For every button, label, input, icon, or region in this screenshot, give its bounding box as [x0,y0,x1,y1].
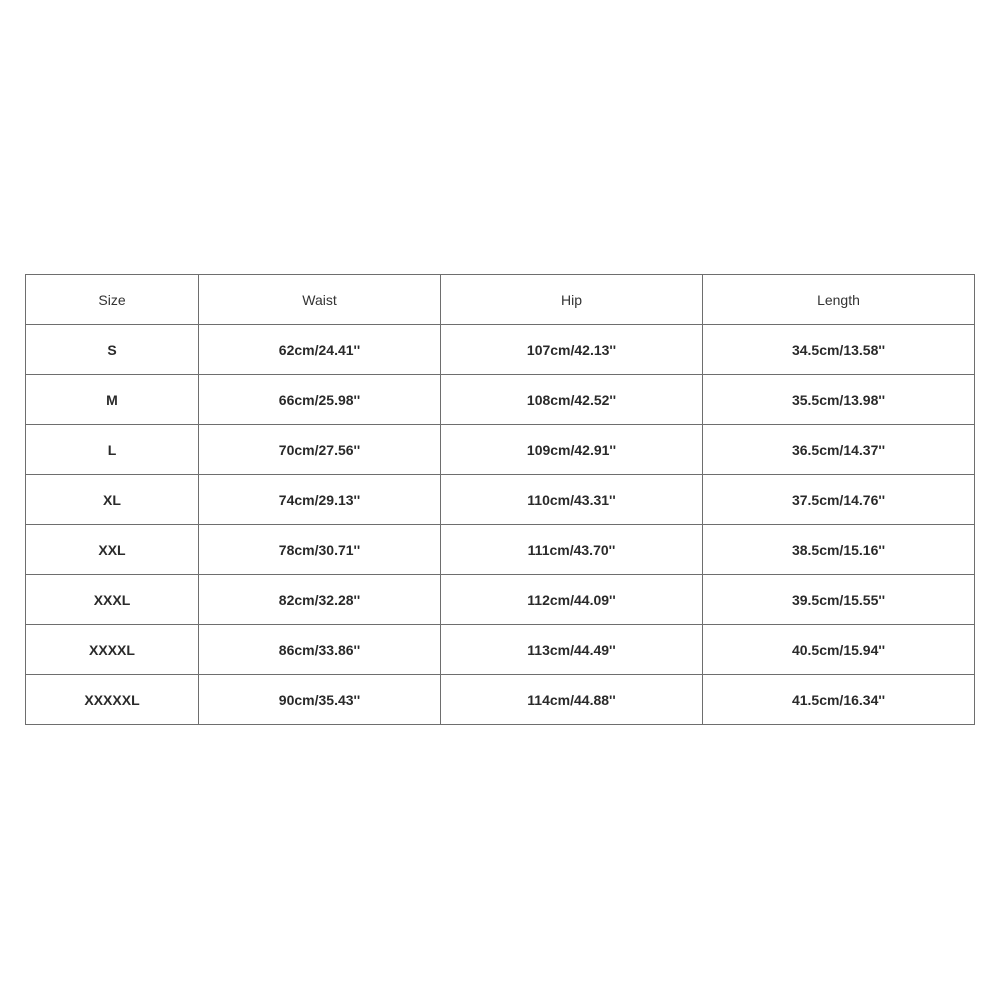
cell-size: XL [26,475,199,525]
cell-length: 41.5cm/16.34'' [703,675,975,725]
cell-hip: 111cm/43.70'' [441,525,703,575]
cell-waist: 82cm/32.28'' [199,575,441,625]
cell-length: 40.5cm/15.94'' [703,625,975,675]
table-row [26,425,975,475]
cell-waist: 70cm/27.56'' [199,425,441,475]
cell-hip: 112cm/44.09'' [441,575,703,625]
table-row [26,575,975,625]
cell-size: XXXXL [26,625,199,675]
cell-hip: 114cm/44.88'' [441,675,703,725]
cell-size: M [26,375,199,425]
cell-waist: 62cm/24.41'' [199,325,441,375]
cell-hip: 109cm/42.91'' [441,425,703,475]
cell-length: 36.5cm/14.37'' [703,425,975,475]
cell-waist: 78cm/30.71'' [199,525,441,575]
cell-waist: 66cm/25.98'' [199,375,441,425]
table-row [26,675,975,725]
cell-hip: 113cm/44.49'' [441,625,703,675]
cell-waist: 86cm/33.86'' [199,625,441,675]
table-body [26,325,975,725]
table-row [26,625,975,675]
cell-length: 34.5cm/13.58'' [703,325,975,375]
table-row [26,325,975,375]
cell-length: 37.5cm/14.76'' [703,475,975,525]
cell-length: 39.5cm/15.55'' [703,575,975,625]
cell-size: L [26,425,199,475]
table-row [26,475,975,525]
table-row [26,525,975,575]
header-waist: Waist [199,275,441,325]
cell-length: 35.5cm/13.98'' [703,375,975,425]
header-row [26,275,975,325]
cell-size: XXXXXL [26,675,199,725]
header-hip: Hip [441,275,703,325]
table-header [26,275,975,325]
cell-waist: 90cm/35.43'' [199,675,441,725]
cell-size: S [26,325,199,375]
table-row [26,375,975,425]
cell-length: 38.5cm/15.16'' [703,525,975,575]
cell-size: XXXL [26,575,199,625]
cell-hip: 107cm/42.13'' [441,325,703,375]
cell-waist: 74cm/29.13'' [199,475,441,525]
cell-hip: 108cm/42.52'' [441,375,703,425]
header-length: Length [703,275,975,325]
size-chart-table [25,274,975,725]
cell-hip: 110cm/43.31'' [441,475,703,525]
cell-size: XXL [26,525,199,575]
header-size: Size [26,275,199,325]
